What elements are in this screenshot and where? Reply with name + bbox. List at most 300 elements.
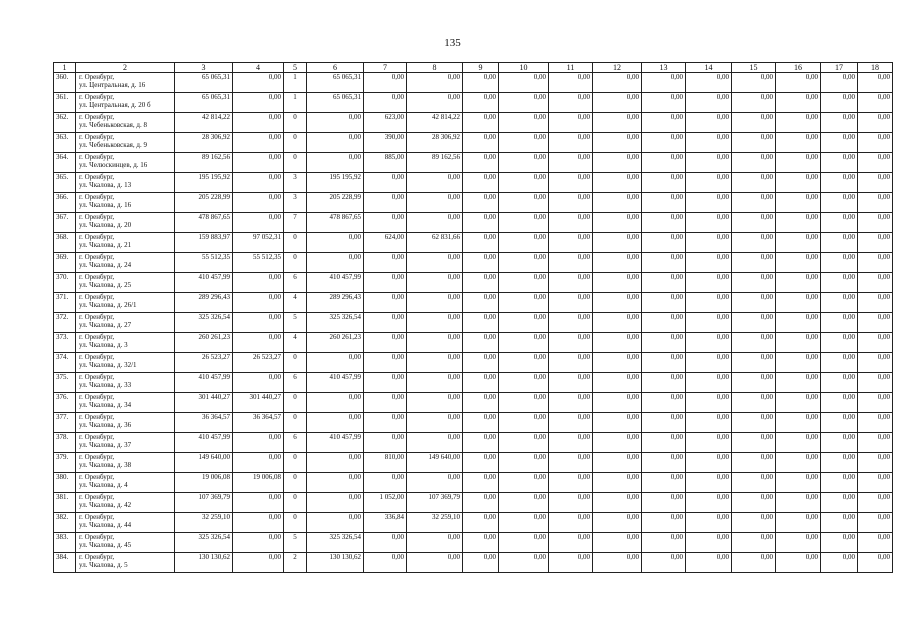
value-cell-col-10: 0,00	[499, 493, 549, 513]
header-row	[54, 63, 893, 73]
value-cell-col-9: 0,00	[463, 513, 499, 533]
address-city: г. Оренбург,	[79, 253, 115, 261]
row-number: 365.	[54, 173, 76, 193]
value-cell-col-3: 130 130,62	[175, 553, 233, 573]
value-cell-col-10: 0,00	[499, 153, 549, 173]
value-cell-col-11: 0,00	[549, 513, 593, 533]
value-cell-col-9: 0,00	[463, 333, 499, 353]
value-cell-col-18: 0,00	[858, 173, 893, 193]
value-cell-col-5: 5	[284, 313, 307, 333]
value-cell-col-6: 0,00	[307, 413, 364, 433]
value-cell-col-3: 42 814,22	[175, 113, 233, 133]
value-cell-col-4: 0,00	[233, 173, 284, 193]
value-cell-col-15: 0,00	[732, 73, 776, 93]
value-cell-col-18: 0,00	[858, 93, 893, 113]
value-cell-col-5: 0	[284, 493, 307, 513]
value-cell-col-9: 0,00	[463, 173, 499, 193]
value-cell-col-14: 0,00	[686, 253, 732, 273]
value-cell-col-7: 0,00	[364, 353, 407, 373]
value-cell-col-18: 0,00	[858, 133, 893, 153]
value-cell-col-6: 0,00	[307, 233, 364, 253]
value-cell-col-7: 0,00	[364, 313, 407, 333]
value-cell-col-14: 0,00	[686, 393, 732, 413]
address-cell	[76, 213, 175, 233]
value-cell-col-10: 0,00	[499, 353, 549, 373]
address-city: г. Оренбург,	[79, 73, 115, 81]
value-cell-col-6: 130 130,62	[307, 553, 364, 573]
column-header-1: 1	[54, 63, 76, 73]
column-header-13: 13	[642, 63, 686, 73]
value-cell-col-15: 0,00	[732, 373, 776, 393]
value-cell-col-14: 0,00	[686, 333, 732, 353]
address-cell	[76, 333, 175, 353]
row-number: 380.	[54, 473, 76, 493]
value-cell-col-14: 0,00	[686, 413, 732, 433]
address-city: г. Оренбург,	[79, 473, 115, 481]
value-cell-col-7: 0,00	[364, 173, 407, 193]
value-cell-col-11: 0,00	[549, 493, 593, 513]
value-cell-col-11: 0,00	[549, 453, 593, 473]
value-cell-col-10: 0,00	[499, 453, 549, 473]
value-cell-col-3: 149 640,00	[175, 453, 233, 473]
address-cell	[76, 353, 175, 373]
value-cell-col-7: 0,00	[364, 273, 407, 293]
value-cell-col-4: 0,00	[233, 553, 284, 573]
value-cell-col-8: 0,00	[407, 313, 463, 333]
value-cell-col-13: 0,00	[642, 273, 686, 293]
table-row	[54, 133, 893, 153]
value-cell-col-7: 0,00	[364, 533, 407, 553]
value-cell-col-7: 390,00	[364, 133, 407, 153]
value-cell-col-8: 0,00	[407, 473, 463, 493]
value-cell-col-4: 0,00	[233, 153, 284, 173]
row-number: 373.	[54, 333, 76, 353]
value-cell-col-9: 0,00	[463, 293, 499, 313]
value-cell-col-5: 0	[284, 353, 307, 373]
value-cell-col-14: 0,00	[686, 93, 732, 113]
value-cell-col-5: 0	[284, 133, 307, 153]
value-cell-col-12: 0,00	[593, 353, 642, 373]
value-cell-col-17: 0,00	[821, 273, 858, 293]
table-row	[54, 113, 893, 133]
address-city: г. Оренбург,	[79, 453, 115, 461]
value-cell-col-10: 0,00	[499, 213, 549, 233]
address-street: ул. Чкалова, д. 44	[79, 521, 132, 529]
value-cell-col-15: 0,00	[732, 393, 776, 413]
address-cell	[76, 373, 175, 393]
value-cell-col-5: 0	[284, 513, 307, 533]
value-cell-col-16: 0,00	[776, 353, 821, 373]
value-cell-col-9: 0,00	[463, 273, 499, 293]
value-cell-col-17: 0,00	[821, 113, 858, 133]
value-cell-col-10: 0,00	[499, 173, 549, 193]
value-cell-col-5: 0	[284, 253, 307, 273]
value-cell-col-12: 0,00	[593, 493, 642, 513]
value-cell-col-13: 0,00	[642, 253, 686, 273]
value-cell-col-15: 0,00	[732, 273, 776, 293]
value-cell-col-13: 0,00	[642, 553, 686, 573]
value-cell-col-11: 0,00	[549, 253, 593, 273]
value-cell-col-15: 0,00	[732, 313, 776, 333]
value-cell-col-13: 0,00	[642, 133, 686, 153]
value-cell-col-4: 0,00	[233, 313, 284, 333]
value-cell-col-7: 0,00	[364, 253, 407, 273]
value-cell-col-11: 0,00	[549, 413, 593, 433]
address-street: ул. Чкалова, д. 16	[79, 201, 132, 209]
address-street: ул. Центральная, д. 20 б	[79, 101, 151, 109]
value-cell-col-14: 0,00	[686, 533, 732, 553]
value-cell-col-4: 0,00	[233, 513, 284, 533]
value-cell-col-14: 0,00	[686, 433, 732, 453]
address-city: г. Оренбург,	[79, 353, 115, 361]
value-cell-col-12: 0,00	[593, 313, 642, 333]
address-street: ул. Чкалова, д. 45	[79, 541, 132, 549]
value-cell-col-14: 0,00	[686, 453, 732, 473]
address-cell	[76, 113, 175, 133]
value-cell-col-17: 0,00	[821, 413, 858, 433]
value-cell-col-18: 0,00	[858, 493, 893, 513]
value-cell-col-9: 0,00	[463, 113, 499, 133]
value-cell-col-16: 0,00	[776, 193, 821, 213]
value-cell-col-18: 0,00	[858, 433, 893, 453]
value-cell-col-14: 0,00	[686, 273, 732, 293]
column-header-17: 17	[821, 63, 858, 73]
column-header-3: 3	[175, 63, 233, 73]
value-cell-col-14: 0,00	[686, 513, 732, 533]
value-cell-col-8: 0,00	[407, 553, 463, 573]
value-cell-col-9: 0,00	[463, 553, 499, 573]
address-street: ул. Чкалова, д. 32/1	[79, 361, 137, 369]
value-cell-col-17: 0,00	[821, 193, 858, 213]
address-street: ул. Чкалова, д. 21	[79, 241, 132, 249]
table-row	[54, 353, 893, 373]
address-city: г. Оренбург,	[79, 413, 115, 421]
value-cell-col-11: 0,00	[549, 113, 593, 133]
address-cell	[76, 173, 175, 193]
value-cell-col-16: 0,00	[776, 533, 821, 553]
value-cell-col-10: 0,00	[499, 93, 549, 113]
address-street: ул. Чебеньковская, д. 9	[79, 141, 147, 149]
value-cell-col-9: 0,00	[463, 193, 499, 213]
value-cell-col-11: 0,00	[549, 353, 593, 373]
value-cell-col-16: 0,00	[776, 373, 821, 393]
value-cell-col-7: 0,00	[364, 193, 407, 213]
column-header-14: 14	[686, 63, 732, 73]
value-cell-col-12: 0,00	[593, 293, 642, 313]
value-cell-col-18: 0,00	[858, 413, 893, 433]
address-city: г. Оренбург,	[79, 93, 115, 101]
value-cell-col-16: 0,00	[776, 493, 821, 513]
address-cell	[76, 493, 175, 513]
value-cell-col-15: 0,00	[732, 333, 776, 353]
value-cell-col-5: 1	[284, 73, 307, 93]
row-number: 363.	[54, 133, 76, 153]
address-street: ул. Челюскинцев, д. 16	[79, 161, 148, 169]
address-street: ул. Чкалова, д. 5	[79, 561, 128, 569]
table-row	[54, 533, 893, 553]
value-cell-col-11: 0,00	[549, 93, 593, 113]
value-cell-col-4: 0,00	[233, 493, 284, 513]
value-cell-col-7: 0,00	[364, 413, 407, 433]
value-cell-col-10: 0,00	[499, 193, 549, 213]
value-cell-col-4: 0,00	[233, 373, 284, 393]
value-cell-col-16: 0,00	[776, 113, 821, 133]
value-cell-col-15: 0,00	[732, 453, 776, 473]
value-cell-col-15: 0,00	[732, 473, 776, 493]
table-row	[54, 453, 893, 473]
value-cell-col-7: 885,00	[364, 153, 407, 173]
row-number: 375.	[54, 373, 76, 393]
value-cell-col-8: 0,00	[407, 193, 463, 213]
value-cell-col-3: 325 326,54	[175, 533, 233, 553]
value-cell-col-16: 0,00	[776, 313, 821, 333]
value-cell-col-3: 65 065,31	[175, 73, 233, 93]
value-cell-col-3: 26 523,27	[175, 353, 233, 373]
row-number: 374.	[54, 353, 76, 373]
value-cell-col-9: 0,00	[463, 93, 499, 113]
value-cell-col-4: 36 364,57	[233, 413, 284, 433]
table-row	[54, 193, 893, 213]
value-cell-col-16: 0,00	[776, 133, 821, 153]
value-cell-col-9: 0,00	[463, 213, 499, 233]
value-cell-col-3: 289 296,43	[175, 293, 233, 313]
value-cell-col-3: 159 883,97	[175, 233, 233, 253]
value-cell-col-18: 0,00	[858, 373, 893, 393]
value-cell-col-12: 0,00	[593, 133, 642, 153]
value-cell-col-10: 0,00	[499, 393, 549, 413]
address-street: ул. Чкалова, д. 26/1	[79, 301, 137, 309]
value-cell-col-13: 0,00	[642, 353, 686, 373]
value-cell-col-7: 0,00	[364, 333, 407, 353]
value-cell-col-17: 0,00	[821, 373, 858, 393]
value-cell-col-15: 0,00	[732, 233, 776, 253]
value-cell-col-12: 0,00	[593, 393, 642, 413]
column-header-9: 9	[463, 63, 499, 73]
value-cell-col-13: 0,00	[642, 73, 686, 93]
value-cell-col-9: 0,00	[463, 73, 499, 93]
value-cell-col-3: 478 867,65	[175, 213, 233, 233]
table-row	[54, 413, 893, 433]
value-cell-col-10: 0,00	[499, 413, 549, 433]
value-cell-col-15: 0,00	[732, 133, 776, 153]
column-header-10: 10	[499, 63, 549, 73]
value-cell-col-13: 0,00	[642, 173, 686, 193]
value-cell-col-6: 0,00	[307, 133, 364, 153]
address-cell	[76, 233, 175, 253]
value-cell-col-15: 0,00	[732, 553, 776, 573]
value-cell-col-16: 0,00	[776, 213, 821, 233]
value-cell-col-6: 65 065,31	[307, 93, 364, 113]
address-street: ул. Чкалова, д. 3	[79, 341, 128, 349]
value-cell-col-14: 0,00	[686, 473, 732, 493]
value-cell-col-18: 0,00	[858, 553, 893, 573]
value-cell-col-8: 0,00	[407, 393, 463, 413]
value-cell-col-4: 0,00	[233, 333, 284, 353]
value-cell-col-14: 0,00	[686, 353, 732, 373]
value-cell-col-14: 0,00	[686, 133, 732, 153]
value-cell-col-17: 0,00	[821, 313, 858, 333]
value-cell-col-11: 0,00	[549, 393, 593, 413]
address-city: г. Оренбург,	[79, 533, 115, 541]
value-cell-col-17: 0,00	[821, 153, 858, 173]
value-cell-col-3: 205 228,99	[175, 193, 233, 213]
row-number: 361.	[54, 93, 76, 113]
value-cell-col-5: 0	[284, 473, 307, 493]
value-cell-col-6: 205 228,99	[307, 193, 364, 213]
value-cell-col-6: 0,00	[307, 493, 364, 513]
value-cell-col-12: 0,00	[593, 73, 642, 93]
value-cell-col-12: 0,00	[593, 533, 642, 553]
value-cell-col-9: 0,00	[463, 353, 499, 373]
address-city: г. Оренбург,	[79, 493, 115, 501]
value-cell-col-16: 0,00	[776, 253, 821, 273]
value-cell-col-18: 0,00	[858, 333, 893, 353]
value-cell-col-17: 0,00	[821, 553, 858, 573]
row-number: 369.	[54, 253, 76, 273]
value-cell-col-11: 0,00	[549, 373, 593, 393]
value-cell-col-11: 0,00	[549, 173, 593, 193]
address-city: г. Оренбург,	[79, 273, 115, 281]
value-cell-col-5: 6	[284, 373, 307, 393]
value-cell-col-15: 0,00	[732, 533, 776, 553]
value-cell-col-7: 810,00	[364, 453, 407, 473]
value-cell-col-4: 55 512,35	[233, 253, 284, 273]
value-cell-col-5: 0	[284, 153, 307, 173]
value-cell-col-17: 0,00	[821, 93, 858, 113]
value-cell-col-11: 0,00	[549, 213, 593, 233]
value-cell-col-12: 0,00	[593, 213, 642, 233]
column-header-8: 8	[407, 63, 463, 73]
value-cell-col-17: 0,00	[821, 173, 858, 193]
value-cell-col-13: 0,00	[642, 433, 686, 453]
address-cell	[76, 453, 175, 473]
address-city: г. Оренбург,	[79, 133, 115, 141]
value-cell-col-12: 0,00	[593, 433, 642, 453]
row-number: 364.	[54, 153, 76, 173]
value-cell-col-8: 0,00	[407, 413, 463, 433]
row-number: 379.	[54, 453, 76, 473]
value-cell-col-9: 0,00	[463, 493, 499, 513]
value-cell-col-14: 0,00	[686, 373, 732, 393]
address-city: г. Оренбург,	[79, 373, 115, 381]
row-number: 360.	[54, 73, 76, 93]
value-cell-col-3: 410 457,99	[175, 433, 233, 453]
value-cell-col-17: 0,00	[821, 513, 858, 533]
row-number: 372.	[54, 313, 76, 333]
value-cell-col-17: 0,00	[821, 73, 858, 93]
address-city: г. Оренбург,	[79, 293, 115, 301]
value-cell-col-4: 97 052,31	[233, 233, 284, 253]
row-number: 381.	[54, 493, 76, 513]
value-cell-col-14: 0,00	[686, 173, 732, 193]
row-number: 368.	[54, 233, 76, 253]
table-row	[54, 433, 893, 453]
address-city: г. Оренбург,	[79, 213, 115, 221]
table-row	[54, 293, 893, 313]
value-cell-col-6: 410 457,99	[307, 373, 364, 393]
value-cell-col-12: 0,00	[593, 193, 642, 213]
value-cell-col-6: 0,00	[307, 473, 364, 493]
value-cell-col-8: 28 306,92	[407, 133, 463, 153]
value-cell-col-18: 0,00	[858, 353, 893, 373]
value-cell-col-6: 289 296,43	[307, 293, 364, 313]
address-street: ул. Чкалова, д. 20	[79, 221, 132, 229]
value-cell-col-14: 0,00	[686, 313, 732, 333]
value-cell-col-5: 0	[284, 453, 307, 473]
value-cell-col-6: 0,00	[307, 113, 364, 133]
row-number: 367.	[54, 213, 76, 233]
address-city: г. Оренбург,	[79, 313, 115, 321]
address-street: ул. Чкалова, д. 37	[79, 441, 132, 449]
value-cell-col-6: 0,00	[307, 253, 364, 273]
table-row	[54, 333, 893, 353]
value-cell-col-8: 0,00	[407, 433, 463, 453]
value-cell-col-14: 0,00	[686, 213, 732, 233]
value-cell-col-3: 195 195,92	[175, 173, 233, 193]
value-cell-col-14: 0,00	[686, 153, 732, 173]
address-city: г. Оренбург,	[79, 173, 115, 181]
value-cell-col-8: 149 640,00	[407, 453, 463, 473]
value-cell-col-8: 32 259,10	[407, 513, 463, 533]
value-cell-col-5: 3	[284, 173, 307, 193]
value-cell-col-11: 0,00	[549, 133, 593, 153]
value-cell-col-6: 0,00	[307, 153, 364, 173]
value-cell-col-7: 0,00	[364, 393, 407, 413]
value-cell-col-12: 0,00	[593, 233, 642, 253]
value-cell-col-8: 0,00	[407, 213, 463, 233]
value-cell-col-8: 0,00	[407, 253, 463, 273]
table-row	[54, 553, 893, 573]
value-cell-col-9: 0,00	[463, 433, 499, 453]
address-street: ул. Чкалова, д. 33	[79, 381, 132, 389]
value-cell-col-12: 0,00	[593, 253, 642, 273]
value-cell-col-16: 0,00	[776, 473, 821, 493]
address-street: ул. Чкалова, д. 27	[79, 321, 132, 329]
value-cell-col-8: 107 369,79	[407, 493, 463, 513]
value-cell-col-9: 0,00	[463, 533, 499, 553]
address-city: г. Оренбург,	[79, 433, 115, 441]
value-cell-col-8: 62 831,66	[407, 233, 463, 253]
value-cell-col-4: 301 440,27	[233, 393, 284, 413]
value-cell-col-11: 0,00	[549, 333, 593, 353]
value-cell-col-5: 0	[284, 233, 307, 253]
value-cell-col-4: 0,00	[233, 193, 284, 213]
table-row	[54, 493, 893, 513]
column-header-4: 4	[233, 63, 284, 73]
value-cell-col-3: 410 457,99	[175, 273, 233, 293]
address-cell	[76, 73, 175, 93]
value-cell-col-10: 0,00	[499, 113, 549, 133]
value-cell-col-10: 0,00	[499, 513, 549, 533]
value-cell-col-9: 0,00	[463, 413, 499, 433]
value-cell-col-6: 0,00	[307, 513, 364, 533]
value-cell-col-11: 0,00	[549, 293, 593, 313]
value-cell-col-6: 65 065,31	[307, 73, 364, 93]
value-cell-col-9: 0,00	[463, 473, 499, 493]
value-cell-col-13: 0,00	[642, 193, 686, 213]
value-cell-col-15: 0,00	[732, 173, 776, 193]
value-cell-col-17: 0,00	[821, 333, 858, 353]
value-cell-col-12: 0,00	[593, 413, 642, 433]
value-cell-col-16: 0,00	[776, 513, 821, 533]
value-cell-col-18: 0,00	[858, 113, 893, 133]
page-number: 135	[444, 37, 461, 49]
value-cell-col-15: 0,00	[732, 113, 776, 133]
value-cell-col-5: 0	[284, 413, 307, 433]
value-cell-col-9: 0,00	[463, 313, 499, 333]
value-cell-col-9: 0,00	[463, 133, 499, 153]
value-cell-col-12: 0,00	[593, 473, 642, 493]
